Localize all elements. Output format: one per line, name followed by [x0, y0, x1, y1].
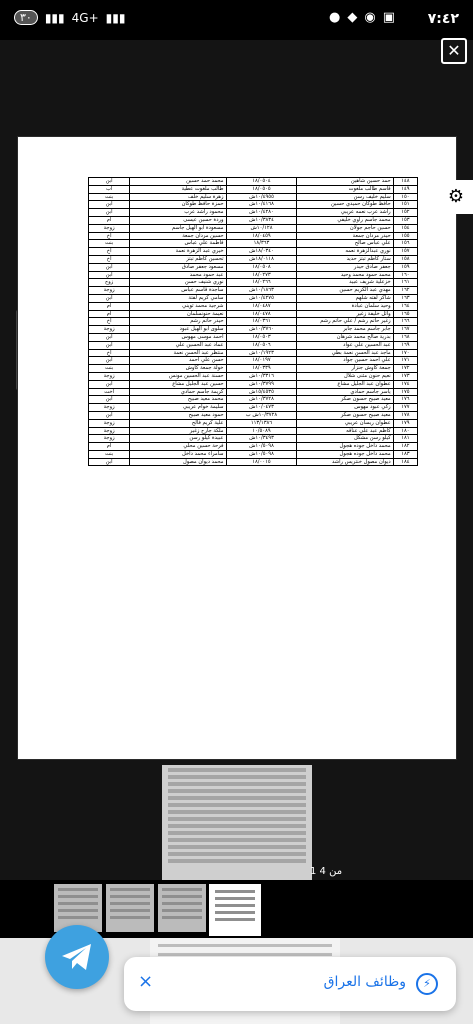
- table-cell: ١٨١: [393, 435, 417, 443]
- table-cell: ١٧٧: [393, 404, 417, 412]
- table-row: [89, 216, 418, 224]
- table-row: [89, 333, 418, 341]
- table-cell: ١٥٨: [393, 255, 417, 263]
- table-row: [89, 357, 418, 365]
- table-cell: ١٨/٠١١٨ش: [226, 255, 297, 263]
- table-cell: بنت: [89, 450, 130, 458]
- table-cell: محمد داخل جوده هجول: [297, 450, 393, 458]
- table-cell: وائل خليفة زغير: [297, 310, 393, 318]
- table-row: [89, 279, 418, 287]
- table-cell: ١٧٨: [393, 411, 417, 419]
- thumbnail-page-2[interactable]: [106, 884, 154, 932]
- table-row: [89, 263, 418, 271]
- names-table: [88, 177, 418, 466]
- table-row: [89, 396, 418, 404]
- table-cell: ١٠/٥٠٨٩: [226, 427, 297, 435]
- table-cell: ١٠/٣٧٢٨ش ب: [226, 411, 297, 419]
- table-cell: ١٦٥: [393, 310, 417, 318]
- table-cell: ابن: [89, 380, 130, 388]
- table-cell: ١٠/٣٧٦٠ش: [226, 326, 297, 334]
- table-cell: سليم خليف رسن: [297, 193, 393, 201]
- table-cell: حسين عبد الجليل مشاع: [130, 380, 226, 388]
- table-cell: شرجية محمد ثويني: [130, 302, 226, 310]
- table-cell: مهدي عبد الكريم حسين: [297, 287, 393, 295]
- table-cell: ١٧٥: [393, 388, 417, 396]
- table-cell: حمود معيد صبيح: [130, 411, 226, 419]
- table-cell: ابن: [89, 357, 130, 365]
- table-cell: زهرة سليم خلف: [130, 193, 226, 201]
- table-cell: علي عباس صالح: [297, 240, 393, 248]
- table-cell: خيري عبد الزهرة نعمة: [130, 248, 226, 256]
- table-cell: ام: [89, 216, 130, 224]
- table-cell: اب: [89, 185, 130, 193]
- table-cell: حيدر مردان جمعة: [297, 232, 393, 240]
- app-icon: ◉: [364, 10, 376, 25]
- table-cell: حسنة عبد الحسين مونس: [130, 372, 226, 380]
- table-cell: ١٧٤: [393, 380, 417, 388]
- table-cell: ابن: [89, 263, 130, 271]
- table-row: [89, 209, 418, 217]
- table-row: [89, 450, 418, 458]
- table-row: [89, 404, 418, 412]
- table-cell: سامي كريم لفتة: [130, 294, 226, 302]
- table-cell: نعيم حنون مثنى شلال: [297, 372, 393, 380]
- dot-icon: ●: [329, 10, 341, 25]
- table-row: [89, 255, 418, 263]
- table-cell: ١٠/٣٤٩٣ش: [226, 435, 297, 443]
- table-cell: ١٥٠: [393, 193, 417, 201]
- table-cell: ابن: [89, 411, 130, 419]
- signal-icon: ▮▮▮: [44, 10, 65, 25]
- table-row: [89, 201, 418, 209]
- table-row: [89, 388, 418, 396]
- table-row: [89, 411, 418, 419]
- table-cell: جابر جاسم محمد جابر: [297, 326, 393, 334]
- status-right: [329, 10, 395, 25]
- table-cell: وحيد سلمان عبادة: [297, 302, 393, 310]
- table-cell: ١٧٦: [393, 396, 417, 404]
- table-cell: عبد حمود محمد: [130, 271, 226, 279]
- table-cell: ١٨/٠٣٣٩: [226, 365, 297, 373]
- table-row: [89, 271, 418, 279]
- table-cell: محمد معيد صبيح: [130, 396, 226, 404]
- table-cell: ١٠/٣٨٣٤ش: [226, 216, 297, 224]
- thumbnail-page-4[interactable]: [209, 884, 261, 936]
- table-cell: مسعود جعفر صادق: [130, 263, 226, 271]
- table-cell: ١٦٨: [393, 333, 417, 341]
- telegram-share-button[interactable]: [45, 925, 109, 989]
- table-cell: ١٨/٠٤٨٧: [226, 302, 297, 310]
- table-cell: ١٠/٤٢٨٠ش: [226, 209, 297, 217]
- table-cell: منتظر عبد الحسن نعمة: [130, 349, 226, 357]
- table-row: [89, 380, 418, 388]
- table-cell: كاظم عبد علي عناقه: [297, 427, 393, 435]
- table-cell: ١٨٢: [393, 443, 417, 451]
- table-cell: احمد موسى مهوس: [130, 333, 226, 341]
- table-cell: ١٥٧: [393, 248, 417, 256]
- table-cell: ابن: [89, 333, 130, 341]
- table-cell: وردة حسين عيسى: [130, 216, 226, 224]
- table-cell: نعيمة حنونسلمان: [130, 310, 226, 318]
- table-cell: اخت: [89, 388, 130, 396]
- table-cell: عبد الحسين علي عواد: [297, 341, 393, 349]
- table-row: [89, 193, 418, 201]
- table-cell: ١٨/٠١٩٧: [226, 357, 297, 365]
- table-cell: ١٦٧: [393, 326, 417, 334]
- network-label: 4G+: [71, 10, 99, 25]
- table-cell: ١٠/٥٠٩٨ش: [226, 443, 297, 451]
- table-cell: حمد حسين شاهين: [297, 178, 393, 186]
- table-cell: زوجة: [89, 224, 130, 232]
- table-cell: ١٠/٤٩٥٥ش: [226, 193, 297, 201]
- table-cell: ابن: [89, 458, 130, 466]
- screen-record-icon: ▣: [382, 10, 395, 25]
- document-page: [18, 137, 456, 759]
- table-cell: بدرية صالح محمد شرهان: [297, 333, 393, 341]
- table-cell: ياسر جاسم حمادي: [297, 388, 393, 396]
- table-cell: ١٨/٠٥٠٨: [226, 263, 297, 271]
- table-cell: ١٥١: [393, 201, 417, 209]
- table-cell: محمد ديوان مصول: [130, 458, 226, 466]
- table-cell: زوجة: [89, 435, 130, 443]
- table-cell: ١٥٩: [393, 263, 417, 271]
- table-row: [89, 310, 418, 318]
- table-row: [89, 302, 418, 310]
- telegram-icon: [61, 943, 93, 971]
- table-row: [89, 294, 418, 302]
- table-cell: اخ: [89, 248, 130, 256]
- table-cell: ١٨٠: [393, 427, 417, 435]
- table-cell: زوج: [89, 279, 130, 287]
- table-cell: نوري عبدالزهرة نعمه: [297, 248, 393, 256]
- table-row: [89, 224, 418, 232]
- table-cell: ١٦٦: [393, 318, 417, 326]
- table-cell: ١٨/٠٥٠٣: [226, 333, 297, 341]
- table-cell: ١١٣/١٣٨٦: [226, 419, 297, 427]
- table-cell: علي احمد حسين جواد: [297, 357, 393, 365]
- thumbnail-page-3[interactable]: [158, 884, 206, 932]
- table-cell: عبيدة كيلو رسن: [130, 435, 226, 443]
- table-cell: ١٦٩: [393, 341, 417, 349]
- table-cell: ١٨/٠٣٤٠ش: [226, 248, 297, 256]
- table-cell: مسعودة ابو الهيل جاسم: [130, 224, 226, 232]
- table-cell: ماجد عبد الحسن نعمة بطي: [297, 349, 393, 357]
- table-cell: محمد حمد حسين: [130, 178, 226, 186]
- table-cell: ١٠/٥٠٩٨ش: [226, 450, 297, 458]
- table-cell: معيد صبيح حسون صكر: [297, 396, 393, 404]
- table-cell: فرحة حسين محلي: [130, 443, 226, 451]
- table-cell: ١٠/٤٢٧٥ش: [226, 294, 297, 302]
- table-cell: ١٠/٣٣١٦ش: [226, 372, 297, 380]
- table-cell: ١٠/١٨٦٣ش: [226, 287, 297, 295]
- table-cell: محمد حمود محمد وحيد: [297, 271, 393, 279]
- table-cell: حسين حاجم جولان: [297, 224, 393, 232]
- table-cell: ديوان مصول خنتريس راشد: [297, 458, 393, 466]
- table-cell: ١٨/٠٢٧٣: [226, 271, 297, 279]
- table-cell: سامراء محمد داخل: [130, 450, 226, 458]
- table-cell: ١٨/٠٥٠٦: [226, 341, 297, 349]
- table-row: [89, 240, 418, 248]
- table-cell: ١٨/٣٦٣: [226, 240, 297, 248]
- table-cell: ام: [89, 310, 130, 318]
- table-cell: حسن علي احمد: [130, 357, 226, 365]
- table-cell: سلوى ابو الهيل عبود: [130, 326, 226, 334]
- table-cell: ١٦٢: [393, 287, 417, 295]
- toast-label[interactable]: وظائف العراق: [323, 974, 406, 990]
- table-cell: ابن: [89, 178, 130, 186]
- table-row: [89, 427, 418, 435]
- table-cell: ابن: [89, 341, 130, 349]
- table-cell: اخ: [89, 255, 130, 263]
- table-cell: ١٦٤: [393, 302, 417, 310]
- table-row: [89, 458, 418, 466]
- table-cell: ١٦١: [393, 279, 417, 287]
- table-row: [89, 232, 418, 240]
- table-cell: ١٥/٤٥٣٥ش: [226, 388, 297, 396]
- table-cell: ١٧٢: [393, 365, 417, 373]
- table-row: [89, 326, 418, 334]
- table-cell: محمد داخل جوده هجول: [297, 443, 393, 451]
- table-row: [89, 419, 418, 427]
- table-cell: بنت: [89, 193, 130, 201]
- table-cell: ١٨٤: [393, 458, 417, 466]
- table-cell: ١٤٩: [393, 185, 417, 193]
- table-cell: كيلو رسن مشكل: [297, 435, 393, 443]
- table-cell: ١٨/٠٢٦٦: [226, 279, 297, 287]
- table-cell: اخ: [89, 349, 130, 357]
- table-cell: ١٧٣: [393, 372, 417, 380]
- next-page-preview: [162, 765, 312, 880]
- table-cell: كريمة جاسم حمادي: [130, 388, 226, 396]
- table-cell: ١٠/١٢٨ش: [226, 224, 297, 232]
- table-cell: ١٠/٠٤٧٣ش: [226, 404, 297, 412]
- table-cell: ١٨/٠٣٦١: [226, 318, 297, 326]
- table-row: [89, 248, 418, 256]
- table-cell: ١٥٢: [393, 209, 417, 217]
- table-row: [89, 318, 418, 326]
- table-cell: ستار كاظم تبتز حديد: [297, 255, 393, 263]
- table-cell: زوجة: [89, 427, 130, 435]
- table-row: [89, 287, 418, 295]
- table-cell: حسين مردان جمعة: [130, 232, 226, 240]
- table-cell: قاسم طالب ملغوت: [297, 185, 393, 193]
- table-cell: ام: [89, 302, 130, 310]
- table-cell: ١٠/٣٧٩٩ش: [226, 380, 297, 388]
- page-indicator: 1 من 4: [310, 866, 343, 877]
- table-cell: حيدر حاتم رشم: [130, 318, 226, 326]
- table-cell: نوري شنيف حسن: [130, 279, 226, 287]
- table-cell: زوجة: [89, 326, 130, 334]
- table-cell: زوجة: [89, 287, 130, 295]
- table-cell: زكي عبود مهوس: [297, 404, 393, 412]
- table-row: [89, 372, 418, 380]
- table-cell: ١٠/٤١٦٨ش: [226, 201, 297, 209]
- table-cell: ١٠/٣٧٢٨ش: [226, 396, 297, 404]
- table-cell: حافظ طوكان حميدي حسين: [297, 201, 393, 209]
- table-cell: جمعة كاوش جنزار: [297, 365, 393, 373]
- table-cell: بنت: [89, 365, 130, 373]
- dismiss-toast-button[interactable]: ×: [138, 971, 154, 992]
- table-cell: ١٨/٠٠١٥: [226, 458, 297, 466]
- table-cell: ساجدة قاسم عباس: [130, 287, 226, 295]
- table-cell: ١٧١: [393, 357, 417, 365]
- close-icon[interactable]: ✕: [441, 38, 467, 64]
- table-cell: ابن: [89, 209, 130, 217]
- table-cell: ١٨٣: [393, 450, 417, 458]
- table-cell: جعفر صادق حيدر: [297, 263, 393, 271]
- table-cell: عماد عبد الحسين علي: [130, 341, 226, 349]
- table-cell: شاكر لفته شلهم: [297, 294, 393, 302]
- table-cell: طالب ملغوت عطية: [130, 185, 226, 193]
- signal-icon-2: ▮▮▮: [105, 10, 126, 25]
- table-cell: ابن: [89, 294, 130, 302]
- table-cell: خولة جمعة كاوش: [130, 365, 226, 373]
- table-cell: ابن: [89, 396, 130, 404]
- table-cell: سليمة خوام عريبي: [130, 404, 226, 412]
- table-cell: عطوان عبد الجليل مشاع: [297, 380, 393, 388]
- table-cell: اخ: [89, 318, 130, 326]
- table-row: [89, 443, 418, 451]
- bolt-icon: ⚡: [416, 973, 438, 995]
- table-row: [89, 341, 418, 349]
- table-row: [89, 349, 418, 357]
- message-icon: ◆: [347, 10, 358, 25]
- table-row: [89, 435, 418, 443]
- gear-icon[interactable]: ⚙: [439, 180, 473, 214]
- table-cell: فاطمة علي عباس: [130, 240, 226, 248]
- table-cell: ١٨/٠٤٥٩: [226, 232, 297, 240]
- table-cell: تحسين كاظم تبتز: [130, 255, 226, 263]
- table-cell: ابن: [89, 201, 130, 209]
- table-cell: ١٥٥: [393, 232, 417, 240]
- table-cell: ١٨/٠٥٠٤: [226, 178, 297, 186]
- table-cell: زوجة: [89, 404, 130, 412]
- battery-indicator: ٣٠: [14, 10, 38, 25]
- table-cell: ١٥٣: [393, 216, 417, 224]
- status-bar: [0, 0, 473, 40]
- table-cell: ١٠/١٩٢٣ش: [226, 349, 297, 357]
- table-cell: ١٦٣: [393, 294, 417, 302]
- table-cell: زغير حاتم رشم / علي حاتم رشم: [297, 318, 393, 326]
- table-cell: ١٦٠: [393, 271, 417, 279]
- status-left: [14, 10, 125, 25]
- clock: ٧:٤٢: [427, 11, 459, 27]
- table-cell: زوجة: [89, 372, 130, 380]
- table-cell: عطوان ريسان عريبي: [297, 419, 393, 427]
- table-cell: محمود راشد عرب: [130, 209, 226, 217]
- table-cell: اخ: [89, 232, 130, 240]
- table-cell: ١٥٦: [393, 240, 417, 248]
- table-cell: ١٧٩: [393, 419, 417, 427]
- table-cell: ١٨/٠٤٧٨: [226, 310, 297, 318]
- link-toast[interactable]: [124, 957, 456, 1011]
- table-cell: زوجة: [89, 419, 130, 427]
- table-cell: ١٤٨: [393, 178, 417, 186]
- table-cell: علية كريم فالح: [130, 419, 226, 427]
- table-cell: معيد صبيح حسون صكر: [297, 411, 393, 419]
- table-cell: خزعلية شريف عبيد: [297, 279, 393, 287]
- table-row: [89, 365, 418, 373]
- table-cell: حمزة حافظ طوكان: [130, 201, 226, 209]
- table-cell: محمد جاسم راوي خليفي: [297, 216, 393, 224]
- table-cell: ١٥٤: [393, 224, 417, 232]
- table-cell: راشد عرب نعمه عريبي: [297, 209, 393, 217]
- table-cell: بنت: [89, 240, 130, 248]
- table-cell: ملكة جارح زغير: [130, 427, 226, 435]
- table-cell: ١٧٠: [393, 349, 417, 357]
- table-cell: ام: [89, 443, 130, 451]
- table-row: [89, 178, 418, 186]
- table-cell: ١٨/٠٥٠٥: [226, 185, 297, 193]
- table-row: [89, 185, 418, 193]
- table-cell: ابن: [89, 271, 130, 279]
